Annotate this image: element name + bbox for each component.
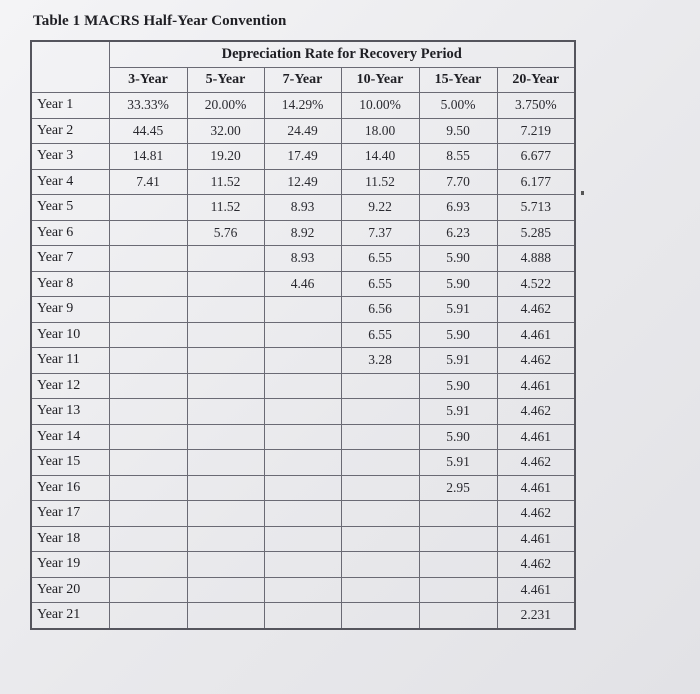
rate-cell [264, 603, 341, 629]
row-label: Year 3 [31, 144, 109, 170]
rate-cell [419, 603, 497, 629]
table-row [31, 424, 575, 450]
table-row [31, 220, 575, 246]
table-body [31, 93, 575, 629]
rate-cell: 24.49 [264, 118, 341, 144]
row-label: Year 8 [31, 271, 109, 297]
rate-cell [109, 220, 187, 246]
column-header-5-year: 5-Year [187, 67, 264, 93]
row-label: Year 7 [31, 246, 109, 272]
row-label: Year 1 [31, 93, 109, 119]
rate-cell [341, 603, 419, 629]
rate-cell: 6.93 [419, 195, 497, 221]
rate-cell [187, 399, 264, 425]
rate-cell: 4.462 [497, 348, 575, 374]
rate-cell [109, 246, 187, 272]
table-row [31, 169, 575, 195]
rate-cell: 5.90 [419, 373, 497, 399]
row-label: Year 12 [31, 373, 109, 399]
row-label: Year 6 [31, 220, 109, 246]
corner-cell [31, 41, 109, 93]
rate-cell: 5.90 [419, 271, 497, 297]
rate-cell [187, 424, 264, 450]
rate-cell: 5.00% [419, 93, 497, 119]
table-container [30, 40, 576, 630]
rate-cell: 32.00 [187, 118, 264, 144]
table-row [31, 552, 575, 578]
row-label: Year 14 [31, 424, 109, 450]
rate-cell [264, 424, 341, 450]
rate-cell [109, 603, 187, 629]
row-label: Year 17 [31, 501, 109, 527]
rate-cell [187, 475, 264, 501]
rate-cell: 11.52 [187, 169, 264, 195]
rate-cell [419, 501, 497, 527]
rate-cell [419, 577, 497, 603]
rate-cell [264, 348, 341, 374]
table-row [31, 271, 575, 297]
rate-cell: 12.49 [264, 169, 341, 195]
rate-cell [109, 297, 187, 323]
rate-cell [109, 475, 187, 501]
table-row [31, 501, 575, 527]
table-row [31, 118, 575, 144]
rate-cell [341, 552, 419, 578]
group-header-row [31, 41, 575, 67]
rate-cell: 4.462 [497, 501, 575, 527]
rate-cell: 6.55 [341, 271, 419, 297]
column-header-row [31, 67, 575, 93]
row-label: Year 18 [31, 526, 109, 552]
rate-cell: 6.55 [341, 322, 419, 348]
table-row [31, 144, 575, 170]
rate-cell [341, 501, 419, 527]
column-header-3-year: 3-Year [109, 67, 187, 93]
rate-cell: 4.461 [497, 577, 575, 603]
rate-cell [264, 501, 341, 527]
rate-cell: 9.22 [341, 195, 419, 221]
rate-cell: 4.461 [497, 373, 575, 399]
rate-cell: 4.462 [497, 399, 575, 425]
rate-cell [341, 373, 419, 399]
row-label: Year 13 [31, 399, 109, 425]
rate-cell: 14.29% [264, 93, 341, 119]
rate-cell [187, 603, 264, 629]
rate-cell: 7.37 [341, 220, 419, 246]
rate-cell: 5.90 [419, 424, 497, 450]
rate-cell: 4.522 [497, 271, 575, 297]
rate-cell [187, 552, 264, 578]
rate-cell: 6.23 [419, 220, 497, 246]
rate-cell [187, 348, 264, 374]
macrs-table [30, 40, 576, 630]
rate-cell: 2.95 [419, 475, 497, 501]
row-label: Year 20 [31, 577, 109, 603]
row-label: Year 2 [31, 118, 109, 144]
rate-cell: 7.70 [419, 169, 497, 195]
rate-cell: 44.45 [109, 118, 187, 144]
table-row [31, 603, 575, 629]
rate-cell: 6.177 [497, 169, 575, 195]
rate-cell [419, 526, 497, 552]
rate-cell: 10.00% [341, 93, 419, 119]
rate-cell: 11.52 [187, 195, 264, 221]
rate-cell: 5.91 [419, 450, 497, 476]
rate-cell [187, 577, 264, 603]
rate-cell: 2.231 [497, 603, 575, 629]
rate-cell [187, 297, 264, 323]
rate-cell [341, 475, 419, 501]
rate-cell: 8.55 [419, 144, 497, 170]
group-header: Depreciation Rate for Recovery Period [109, 41, 575, 67]
rate-cell [264, 577, 341, 603]
rate-cell: 4.461 [497, 424, 575, 450]
column-header-10-year: 10-Year [341, 67, 419, 93]
rate-cell [187, 450, 264, 476]
rate-cell [341, 424, 419, 450]
rate-cell: 5.285 [497, 220, 575, 246]
rate-cell: 14.40 [341, 144, 419, 170]
row-label: Year 21 [31, 603, 109, 629]
rate-cell: 19.20 [187, 144, 264, 170]
rate-cell: 9.50 [419, 118, 497, 144]
rate-cell [264, 526, 341, 552]
rate-cell: 5.91 [419, 348, 497, 374]
rate-cell: 33.33% [109, 93, 187, 119]
rate-cell [187, 271, 264, 297]
rate-cell: 4.462 [497, 297, 575, 323]
rate-cell: 4.888 [497, 246, 575, 272]
column-header-20-year: 20-Year [497, 67, 575, 93]
rate-cell [187, 373, 264, 399]
rate-cell [109, 450, 187, 476]
row-label: Year 11 [31, 348, 109, 374]
row-label: Year 16 [31, 475, 109, 501]
rate-cell [264, 322, 341, 348]
table-title: Table 1 MACRS Half-Year Convention [33, 13, 287, 29]
table-row [31, 373, 575, 399]
rate-cell [341, 450, 419, 476]
rate-cell [341, 526, 419, 552]
row-label: Year 19 [31, 552, 109, 578]
rate-cell: 5.90 [419, 246, 497, 272]
row-label: Year 4 [31, 169, 109, 195]
rate-cell: 4.46 [264, 271, 341, 297]
rate-cell: 5.90 [419, 322, 497, 348]
rate-cell [109, 271, 187, 297]
rate-cell [341, 399, 419, 425]
rate-cell: 7.219 [497, 118, 575, 144]
rate-cell: 3.28 [341, 348, 419, 374]
rate-cell [109, 399, 187, 425]
rate-cell: 5.713 [497, 195, 575, 221]
rate-cell: 8.92 [264, 220, 341, 246]
row-label: Year 15 [31, 450, 109, 476]
rate-cell [109, 195, 187, 221]
rate-cell [187, 246, 264, 272]
row-label: Year 9 [31, 297, 109, 323]
rate-cell: 14.81 [109, 144, 187, 170]
rate-cell: 4.462 [497, 450, 575, 476]
row-label: Year 10 [31, 322, 109, 348]
rate-cell [264, 552, 341, 578]
table-row [31, 322, 575, 348]
table-row [31, 577, 575, 603]
rate-cell [264, 450, 341, 476]
rate-cell: 8.93 [264, 195, 341, 221]
table-row [31, 195, 575, 221]
rate-cell [264, 297, 341, 323]
rate-cell: 6.55 [341, 246, 419, 272]
rate-cell: 5.91 [419, 399, 497, 425]
rate-cell: 20.00% [187, 93, 264, 119]
rate-cell [187, 501, 264, 527]
rate-cell: 11.52 [341, 169, 419, 195]
rate-cell: 17.49 [264, 144, 341, 170]
rate-cell [264, 373, 341, 399]
rate-cell [109, 501, 187, 527]
rate-cell [264, 399, 341, 425]
table-row [31, 348, 575, 374]
rate-cell [264, 475, 341, 501]
rate-cell: 5.76 [187, 220, 264, 246]
rate-cell [109, 322, 187, 348]
rate-cell: 8.93 [264, 246, 341, 272]
rate-cell [341, 577, 419, 603]
rate-cell: 3.750% [497, 93, 575, 119]
table-row [31, 246, 575, 272]
rate-cell: 4.462 [497, 552, 575, 578]
table-row [31, 526, 575, 552]
table-row [31, 93, 575, 119]
rate-cell: 4.461 [497, 475, 575, 501]
rate-cell: 4.461 [497, 322, 575, 348]
column-header-7-year: 7-Year [264, 67, 341, 93]
rate-cell [109, 526, 187, 552]
rate-cell [109, 577, 187, 603]
table-row [31, 475, 575, 501]
table-row [31, 297, 575, 323]
rate-cell [187, 526, 264, 552]
rate-cell [109, 424, 187, 450]
table-row [31, 399, 575, 425]
row-label: Year 5 [31, 195, 109, 221]
rate-cell: 7.41 [109, 169, 187, 195]
rate-cell: 5.91 [419, 297, 497, 323]
rate-cell: 6.56 [341, 297, 419, 323]
rate-cell [109, 552, 187, 578]
column-header-15-year: 15-Year [419, 67, 497, 93]
rate-cell [419, 552, 497, 578]
rate-cell [109, 348, 187, 374]
rate-cell [109, 373, 187, 399]
rate-cell: 18.00 [341, 118, 419, 144]
rate-cell: 4.461 [497, 526, 575, 552]
rate-cell [187, 322, 264, 348]
pen-mark [581, 191, 584, 195]
rate-cell: 6.677 [497, 144, 575, 170]
table-row [31, 450, 575, 476]
